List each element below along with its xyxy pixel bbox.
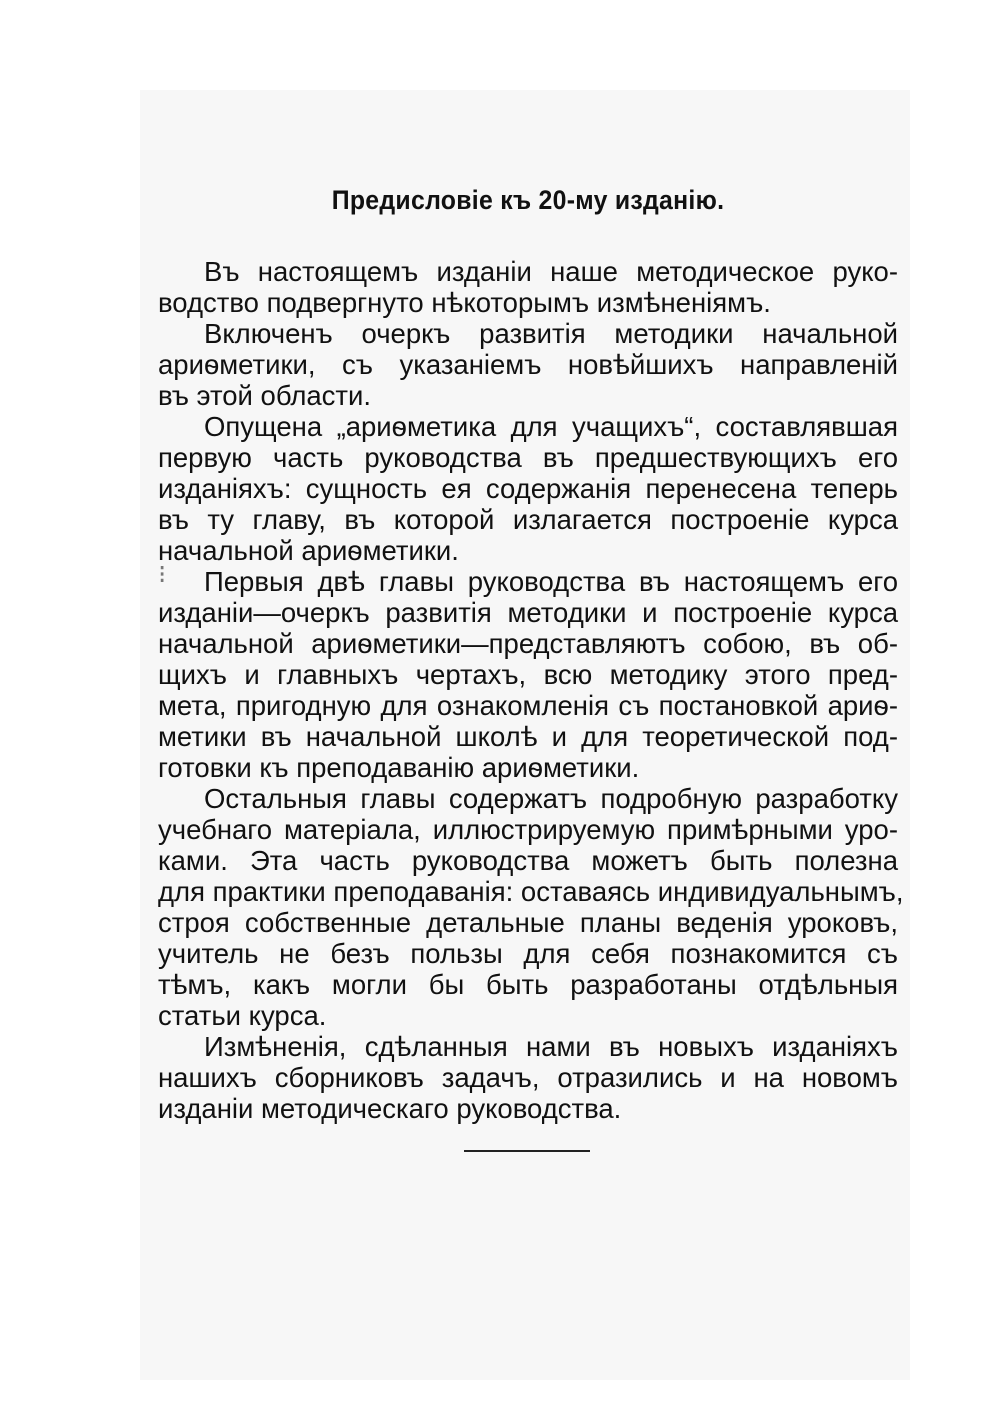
text-line: щихъ и главныхъ чертахъ, всю методику этого пред- <box>158 659 898 690</box>
text-line: метики въ начальной школѣ и для теоретической под- <box>158 721 898 752</box>
text-line: ариѳметики, съ указаніемъ новѣйшихъ направленій <box>158 349 898 380</box>
text-line: строя собственные детальные планы веденія уроковъ, <box>158 907 898 938</box>
paragraph <box>158 256 898 318</box>
text-line: начальной ариѳметики—представляютъ собою, въ об- <box>158 628 898 659</box>
preface-page <box>158 180 904 1124</box>
text-line: первую часть руководства въ предшествующихъ его <box>158 442 898 473</box>
paragraph <box>158 566 898 783</box>
text-line: въ этой области. <box>158 380 372 411</box>
paragraph <box>158 411 898 566</box>
text-line: Остальныя главы содержатъ подробную разработку <box>204 783 898 814</box>
text-line: Измѣненія, сдѣланныя нами въ новыхъ изданіяхъ <box>204 1031 898 1062</box>
text-line: готовки къ преподаванію ариѳметики. <box>158 752 640 783</box>
text-line: учитель не безъ пользы для себя познакомится съ <box>158 938 898 969</box>
text-line: нашихъ сборниковъ задачъ, отразились и на новомъ <box>158 1062 898 1093</box>
text-line: изданіи—очеркъ развитія методики и построеніе курса <box>158 597 898 628</box>
preface-body <box>158 256 904 1124</box>
text-line: статьи курса. <box>158 1000 327 1031</box>
text-line: изданіяхъ: сущность ея содержанія перенесена теперь <box>158 473 898 504</box>
text-line: Первыя двѣ главы руководства въ настоящемъ его <box>204 566 898 597</box>
text-line: водство подвергнуто нѣкоторымъ измѣненіямъ. <box>158 287 771 318</box>
text-line: Опущена „ариѳметика для учащихъ“, составлявшая <box>204 411 898 442</box>
margin-mark-icon: ⁝ <box>158 560 167 590</box>
text-line: для практики преподаванія: оставаясь индивидуальнымъ, <box>158 876 904 907</box>
text-line: Въ настоящемъ изданіи наше методическое руко- <box>204 256 898 287</box>
paragraph <box>158 1031 898 1124</box>
paragraph <box>158 318 898 411</box>
end-divider <box>464 1150 590 1152</box>
text-line: изданіи методическаго руководства. <box>158 1093 622 1124</box>
page-title: Предисловіе къ 20-му изданію. <box>331 185 725 215</box>
text-line: тѣмъ, какъ могли бы быть разработаны отдѣльныя <box>158 969 898 1000</box>
text-line: Включенъ очеркъ развитія методики начальной <box>204 318 898 349</box>
paragraph <box>158 783 904 1031</box>
text-line: въ ту главу, въ которой излагается построеніе курса <box>158 504 898 535</box>
text-line: мета, пригодную для ознакомленія съ постановкой ариѳ- <box>158 690 898 721</box>
text-line: начальной ариѳметики. <box>158 535 459 566</box>
text-line: учебнаго матеріала, иллюстрируемую примѣрными уро- <box>158 814 898 845</box>
text-line: ками. Эта часть руководства можетъ быть полезна <box>158 845 898 876</box>
